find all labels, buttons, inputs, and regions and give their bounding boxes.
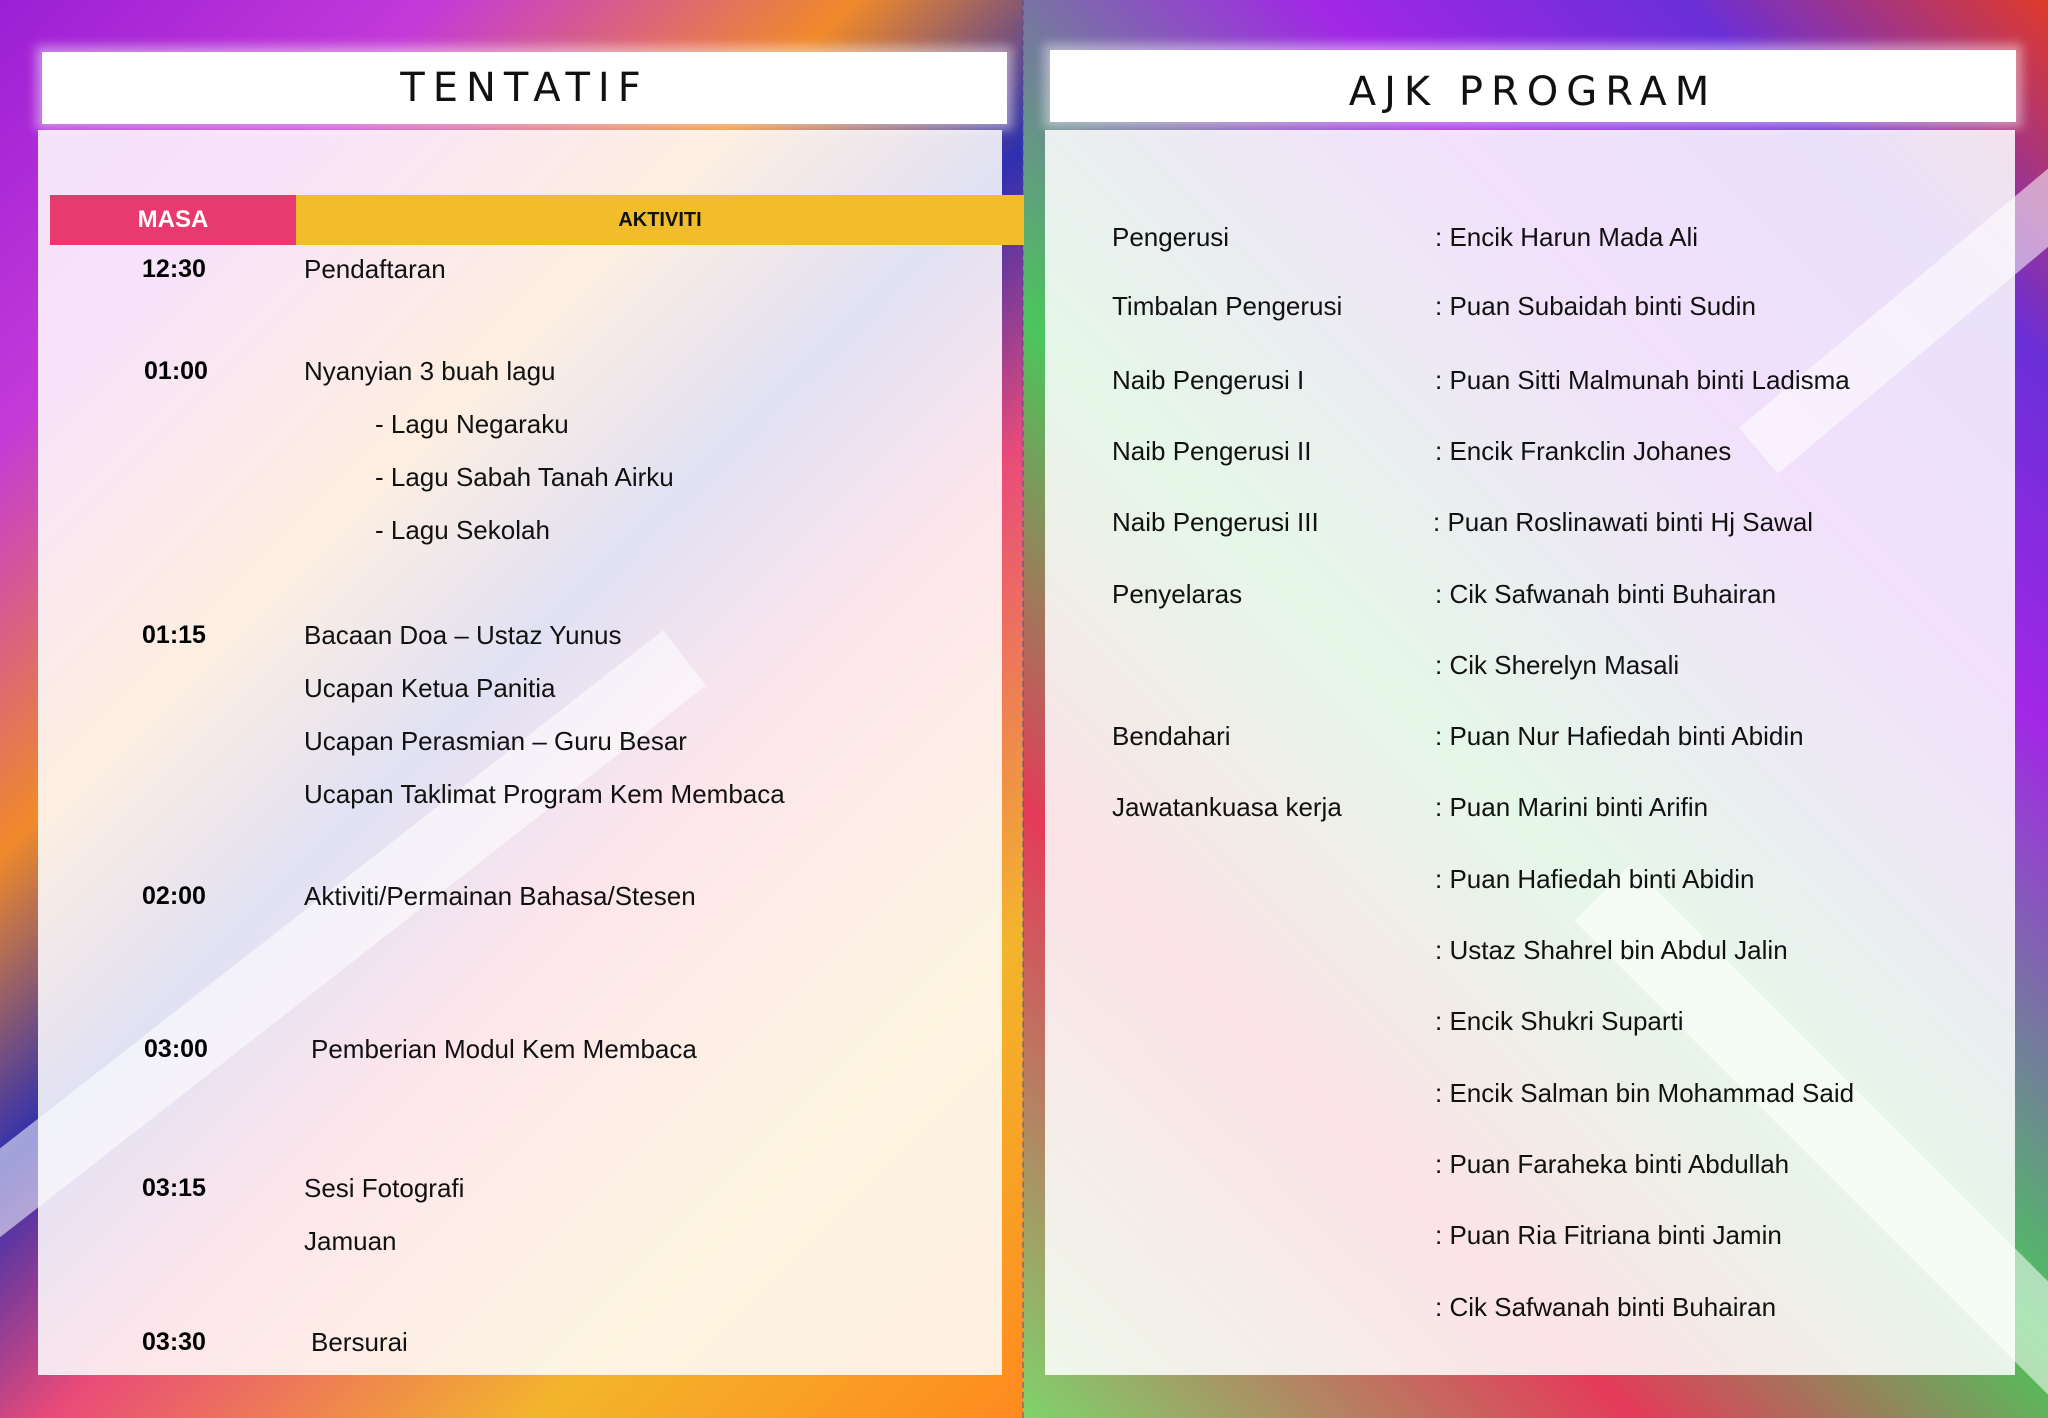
schedule-time: 03:15 xyxy=(142,1174,206,1202)
schedule-time: 01:15 xyxy=(142,621,206,649)
committee-role: Penyelaras xyxy=(1112,579,1243,609)
committee-role: Timbalan Pengerusi xyxy=(1112,291,1343,321)
committee-member: : Encik Harun Mada Ali xyxy=(1435,222,1699,252)
masa-header: MASA xyxy=(50,195,296,245)
committee-role: Naib Pengerusi III xyxy=(1112,507,1319,537)
schedule-activity: Sesi Fotografi xyxy=(304,1173,465,1203)
committee-member: : Puan Marini binti Arifin xyxy=(1435,792,1709,822)
schedule-activity: Pemberian Modul Kem Membaca xyxy=(311,1034,697,1064)
committee-member: : Puan Hafiedah binti Abidin xyxy=(1435,864,1755,894)
committee-member: : Encik Salman bin Mohammad Said xyxy=(1435,1078,1855,1108)
committee-member: : Cik Safwanah binti Buhairan xyxy=(1435,1292,1777,1322)
song-item: - Lagu Negaraku xyxy=(375,409,569,439)
schedule-activity: Bersurai xyxy=(311,1327,408,1357)
committee-member: : Puan Faraheka binti Abdullah xyxy=(1435,1149,1790,1179)
committee-member: : Puan Roslinawati binti Hj Sawal xyxy=(1433,507,1814,537)
schedule-activity: Ucapan Taklimat Program Kem Membaca xyxy=(304,779,785,809)
aktiviti-header: AKTIVITI xyxy=(296,195,1024,245)
committee-role: Naib Pengerusi II xyxy=(1112,436,1312,466)
schedule-time: 02:00 xyxy=(142,882,206,910)
committee-role: Jawatankuasa kerja xyxy=(1112,792,1342,822)
committee-role: Bendahari xyxy=(1112,721,1231,751)
schedule-activity: Jamuan xyxy=(304,1226,397,1256)
committee-member: : Puan Ria Fitriana binti Jamin xyxy=(1435,1220,1782,1250)
committee-member: : Ustaz Shahrel bin Abdul Jalin xyxy=(1435,935,1788,965)
schedule-time: 01:00 xyxy=(144,357,208,385)
schedule-time: 03:30 xyxy=(142,1328,206,1356)
committee-role: Naib Pengerusi I xyxy=(1112,365,1305,395)
committee-member: : Cik Sherelyn Masali xyxy=(1435,650,1680,680)
schedule-activity: Aktiviti/Permainan Bahasa/Stesen xyxy=(304,881,696,911)
schedule-activity: Ucapan Ketua Panitia xyxy=(304,673,556,703)
schedule-table-header xyxy=(50,195,1024,245)
committee-member: : Encik Frankclin Johanes xyxy=(1435,436,1732,466)
committee-member: : Puan Sitti Malmunah binti Ladisma xyxy=(1435,365,1850,395)
committee-member: : Puan Subaidah binti Sudin xyxy=(1435,291,1756,321)
ajk-title: AJK PROGRAM xyxy=(1050,50,2016,122)
schedule-time: 12:30 xyxy=(142,255,206,283)
schedule-activity: Nyanyian 3 buah lagu xyxy=(304,356,556,386)
committee-role: Pengerusi xyxy=(1112,222,1230,252)
schedule-activity: Bacaan Doa – Ustaz Yunus xyxy=(304,620,622,650)
song-item: - Lagu Sekolah xyxy=(375,515,550,545)
tentatif-title: TENTATIF xyxy=(42,52,1007,124)
committee-member: : Cik Safwanah binti Buhairan xyxy=(1435,579,1777,609)
song-item: - Lagu Sabah Tanah Airku xyxy=(375,462,674,492)
schedule-time: 03:00 xyxy=(144,1035,208,1063)
schedule-activity: Ucapan Perasmian – Guru Besar xyxy=(304,726,687,756)
committee-member: : Encik Shukri Suparti xyxy=(1435,1006,1684,1036)
schedule-activity: Pendaftaran xyxy=(304,254,446,284)
committee-member: : Puan Nur Hafiedah binti Abidin xyxy=(1435,721,1804,751)
